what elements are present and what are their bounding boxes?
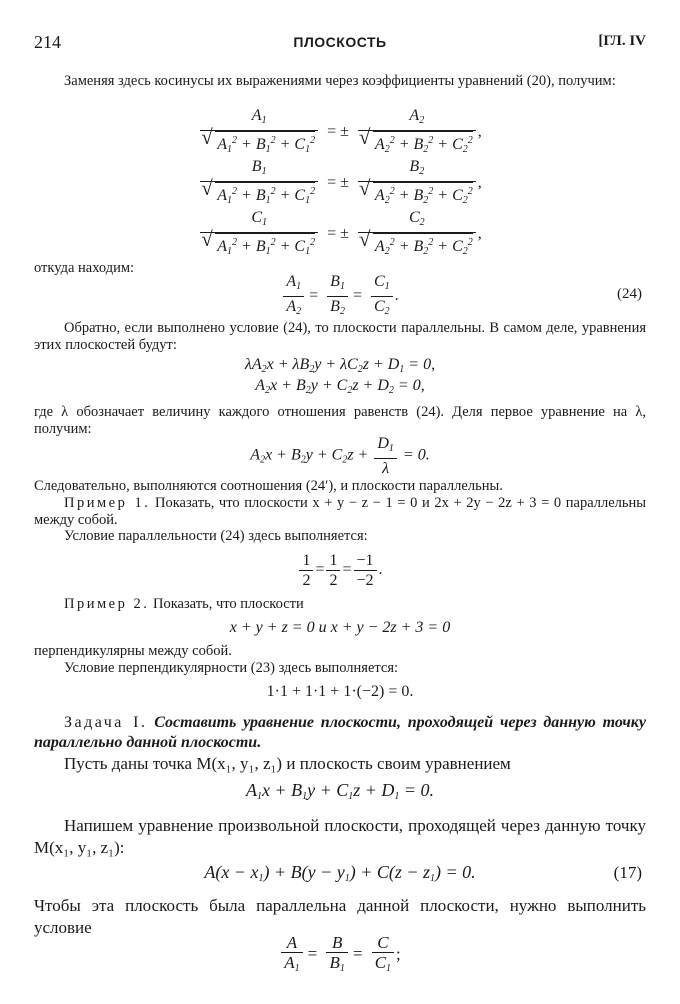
equation-given-plane: $A_1x + B_1y + C_1z + D_1 = 0$. bbox=[245, 780, 435, 802]
perpendicular-text: перпендикулярны между собой. bbox=[34, 643, 232, 659]
equation-example-1: $\frac{1}{2}$ = $\frac{1}{2}$ = $\frac{-1}{-2}$ . bbox=[0, 551, 680, 590]
equation-ratio-c: $C_1$ √ $A_1^2 + B_1^2 + C_1^2$ = ± $C_2$ √ $A_2^2 + B_2^2 + C_2^2$ , bbox=[0, 208, 680, 261]
converse-paragraph: Обратно, если выполнено условие (24), то плоскости параллельны. В самом деле, уравнения этих плоскостей будут: bbox=[34, 320, 646, 353]
where-paragraph: где λ обозначает величину каждого отношения равенств (24). Деля первое уравнение на λ, получим: bbox=[34, 404, 646, 437]
page-header bbox=[34, 32, 646, 54]
equation-perp bbox=[0, 683, 680, 701]
let-given-text: Пусть даны точка M(x₁, y₁, z₁) и плоскость своим уравнением bbox=[64, 754, 511, 773]
equation-ratio-a: $A_1$ √ $A_1^2 + B_1^2 + C_1^2$ = ± $A_2$ √ $A_2^2 + B_2^2 + C_2^2$ , bbox=[0, 106, 680, 159]
perp-condition-text: Условие перпендикулярности (23) здесь выполняется: bbox=[64, 660, 399, 676]
equation-example-2: x + y + z = 0 и x + y − 2z + 3 = 0 bbox=[229, 619, 451, 636]
task-1 bbox=[34, 713, 646, 753]
example-1-text: Показать, что плоскости x + y − z − 1 = 0 и 2x + 2y − 2z + 3 = 0 параллельны между собой. bbox=[34, 495, 647, 528]
equation-24: $\frac{A_1}{A_2}$ = $\frac{B_1}{B_2}$ = $\frac{C_1}{C_2}$ . bbox=[0, 272, 680, 321]
example-2-text: Показать, что плоскости bbox=[152, 596, 304, 612]
example-1-label: Пример 1. bbox=[64, 495, 151, 511]
equation-ratio-b: $B_1$ √ $A_1^2 + B_1^2 + C_1^2$ = ± $B_2$ √ $A_2^2 + B_2^2 + C_2^2$ , bbox=[0, 157, 680, 210]
equation-number-24: (24) bbox=[617, 286, 642, 302]
task-1-label: Задача I. bbox=[64, 714, 148, 731]
example-1 bbox=[34, 495, 646, 529]
equation-parallel-condition: $\frac{A}{A_1}$ = $\frac{B}{B_1}$ = $\frac{C}{C_1}$ ; bbox=[0, 933, 680, 978]
equation-plane-lambda: $\lambda A_2x + \lambda B_2y + \lambda C_2z + D_1 = 0$, bbox=[244, 356, 436, 375]
running-title: ПЛОСКОСТЬ bbox=[293, 34, 387, 50]
equation-17: $A(x - x_1) + B(y - y_1) + C(z - z_1) = 0$. bbox=[204, 862, 476, 884]
equation-number-17: (17) bbox=[613, 863, 642, 882]
task-1-text: Составить уравнение плоскости, проходящей через данную точку параллельно данной плоскости. bbox=[34, 714, 647, 751]
intro-paragraph: Заменяя здесь косинусы их выражениями через коэффициенты уравнений (20), получим: bbox=[64, 73, 616, 89]
consequently-text: Следовательно, выполняются соотношения (24′), и плоскости параллельны. bbox=[34, 478, 503, 494]
parallel-condition-text: Условие параллельности (24) здесь выполняется: bbox=[64, 528, 368, 544]
chapter-label: [ГЛ. IV bbox=[598, 33, 646, 49]
equation-divided: $A_2x + B_2y + C_2z$ + $\frac{D_1}{\lambda}$ = 0. bbox=[250, 435, 430, 477]
example-2-label: Пример 2. bbox=[64, 596, 150, 612]
for-parallel-text: Чтобы эта плоскость была параллельна данной плоскости, нужно выполнить условие bbox=[34, 896, 646, 937]
perp-equation-text: 1·1 + 1·1 + 1·(−2) = 0. bbox=[266, 683, 414, 700]
page-number: 214 bbox=[34, 32, 61, 52]
equation-plane-2: $A_2x + B_2y + C_2z + D_2 = 0$, bbox=[255, 377, 425, 396]
whence-text: откуда находим: bbox=[34, 260, 135, 276]
example-2 bbox=[34, 596, 646, 613]
write-equation-text: Напишем уравнение произвольной плоскости, проходящей через данную точку M(x₁, y₁, z₁): bbox=[34, 816, 646, 857]
